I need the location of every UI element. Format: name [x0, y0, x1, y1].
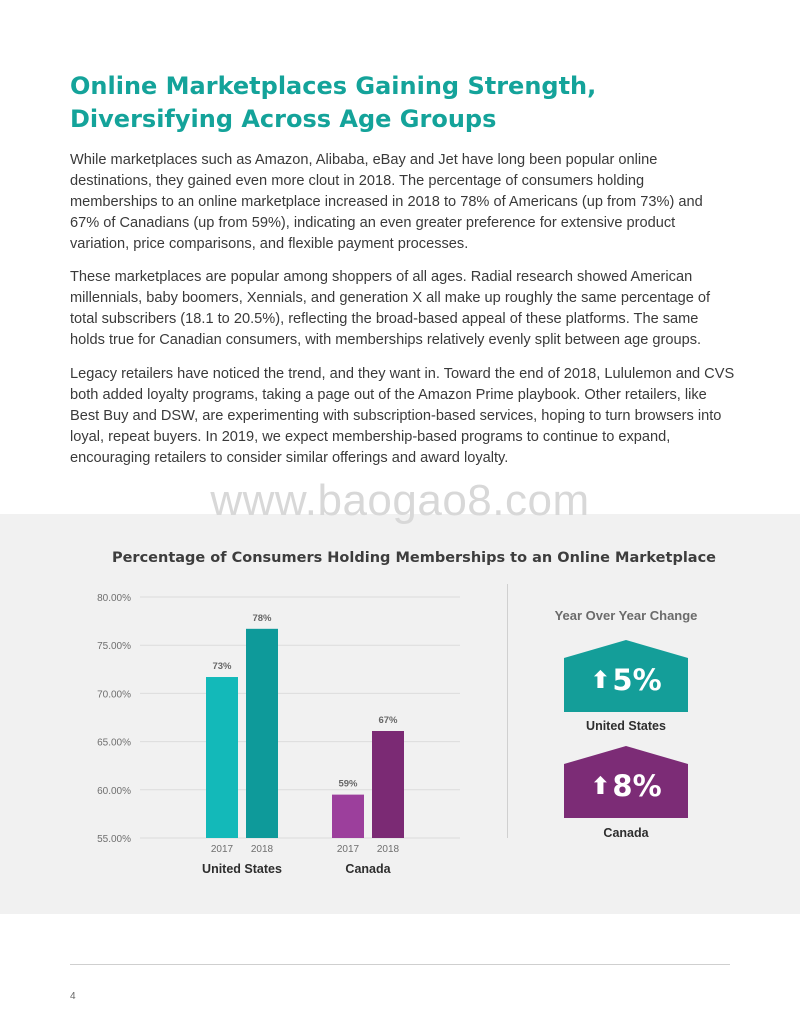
- data-label: 67%: [378, 714, 398, 726]
- paragraph-1: While marketplaces such as Amazon, Alibaba, eBay and Jet have long been popular online destinations, they gained even more clout in 2018. The percentage of consumers holding memberships to an online marketplace increased in 2018 to 78% of Americans (up from 73%) and 67% of Canadians (up from 59%), indicating an even greater preference for extensive product variation, price comparisons, and flexible payment processes.: [70, 152, 703, 252]
- chart-panel: [0, 514, 800, 914]
- page-title: [70, 70, 730, 136]
- yoy-badge-canada: [564, 746, 688, 818]
- y-tick-label: 55.00%: [97, 834, 131, 845]
- y-tick-label: 60.00%: [97, 785, 131, 797]
- up-arrow-icon: ⬆: [590, 772, 611, 800]
- yoy-label-canada: Canada: [603, 826, 649, 840]
- panel-divider: [507, 584, 508, 838]
- x-tick-label: 2018: [376, 844, 400, 855]
- group-label: Canada: [345, 862, 391, 876]
- yoy-title: Year Over Year Change: [554, 608, 698, 623]
- footer-rule: [70, 964, 730, 965]
- data-label: 59%: [338, 778, 358, 790]
- up-arrow-icon: ⬆: [590, 666, 611, 694]
- yoy-value-us: [564, 663, 688, 697]
- data-label: 73%: [212, 661, 232, 673]
- y-tick-label: 70.00%: [97, 689, 131, 701]
- yoy-badge-united-states: [564, 640, 688, 712]
- bar: [332, 795, 364, 838]
- x-tick-label: 2018: [250, 844, 274, 855]
- bar: [246, 629, 278, 838]
- yoy-label-us: United States: [586, 719, 666, 733]
- yoy-value-canada-text: 8%: [612, 769, 662, 803]
- y-tick-label: 75.00%: [97, 641, 131, 653]
- page-number: 4: [70, 991, 76, 1002]
- chart-title: Percentage of Consumers Holding Memberships to an Online Marketplace: [111, 550, 717, 566]
- paragraph-3: Legacy retailers have noticed the trend, and they want in. Toward the end of 2018, Lululemon and CVS both added loyalty programs, taking a page out of the Amazon Prime playbook. Other retailers, like Best Buy and DSW, are experimenting with subscription-based services, hoping to turn browsers into loyal, repeat buyers. In 2019, we expect membership-based programs to continue to expand, encouraging retailers to consider similar offerings and award loyalty.: [70, 366, 735, 466]
- y-tick-label: 80.00%: [97, 593, 131, 604]
- y-tick-label: 65.00%: [97, 737, 131, 749]
- bar: [372, 731, 404, 838]
- title-line-1: Online Marketplaces Gaining Strength,: [70, 72, 597, 100]
- title-line-2: Diversifying Across Age Groups: [70, 105, 497, 133]
- bar: [206, 677, 238, 838]
- data-label: 78%: [252, 612, 272, 624]
- paragraph-2: These marketplaces are popular among shoppers of all ages. Radial research showed American millennials, baby boomers, Xennials, and generation X all make up roughly the same percentage of total subscribers (18.1 to 20.5%), reflecting the broad-based appeal of these platforms. The same holds true for Canadian consumers, with memberships relatively evenly split between age groups.: [70, 269, 711, 348]
- yoy-value-canada: [564, 769, 688, 803]
- x-tick-label: 2017: [210, 844, 234, 855]
- bar-chart: [0, 514, 510, 914]
- yoy-value-us-text: 5%: [612, 663, 662, 697]
- watermark: www.baogao8.com: [210, 476, 590, 525]
- x-tick-label: 2017: [336, 844, 360, 855]
- group-label: United States: [202, 862, 282, 876]
